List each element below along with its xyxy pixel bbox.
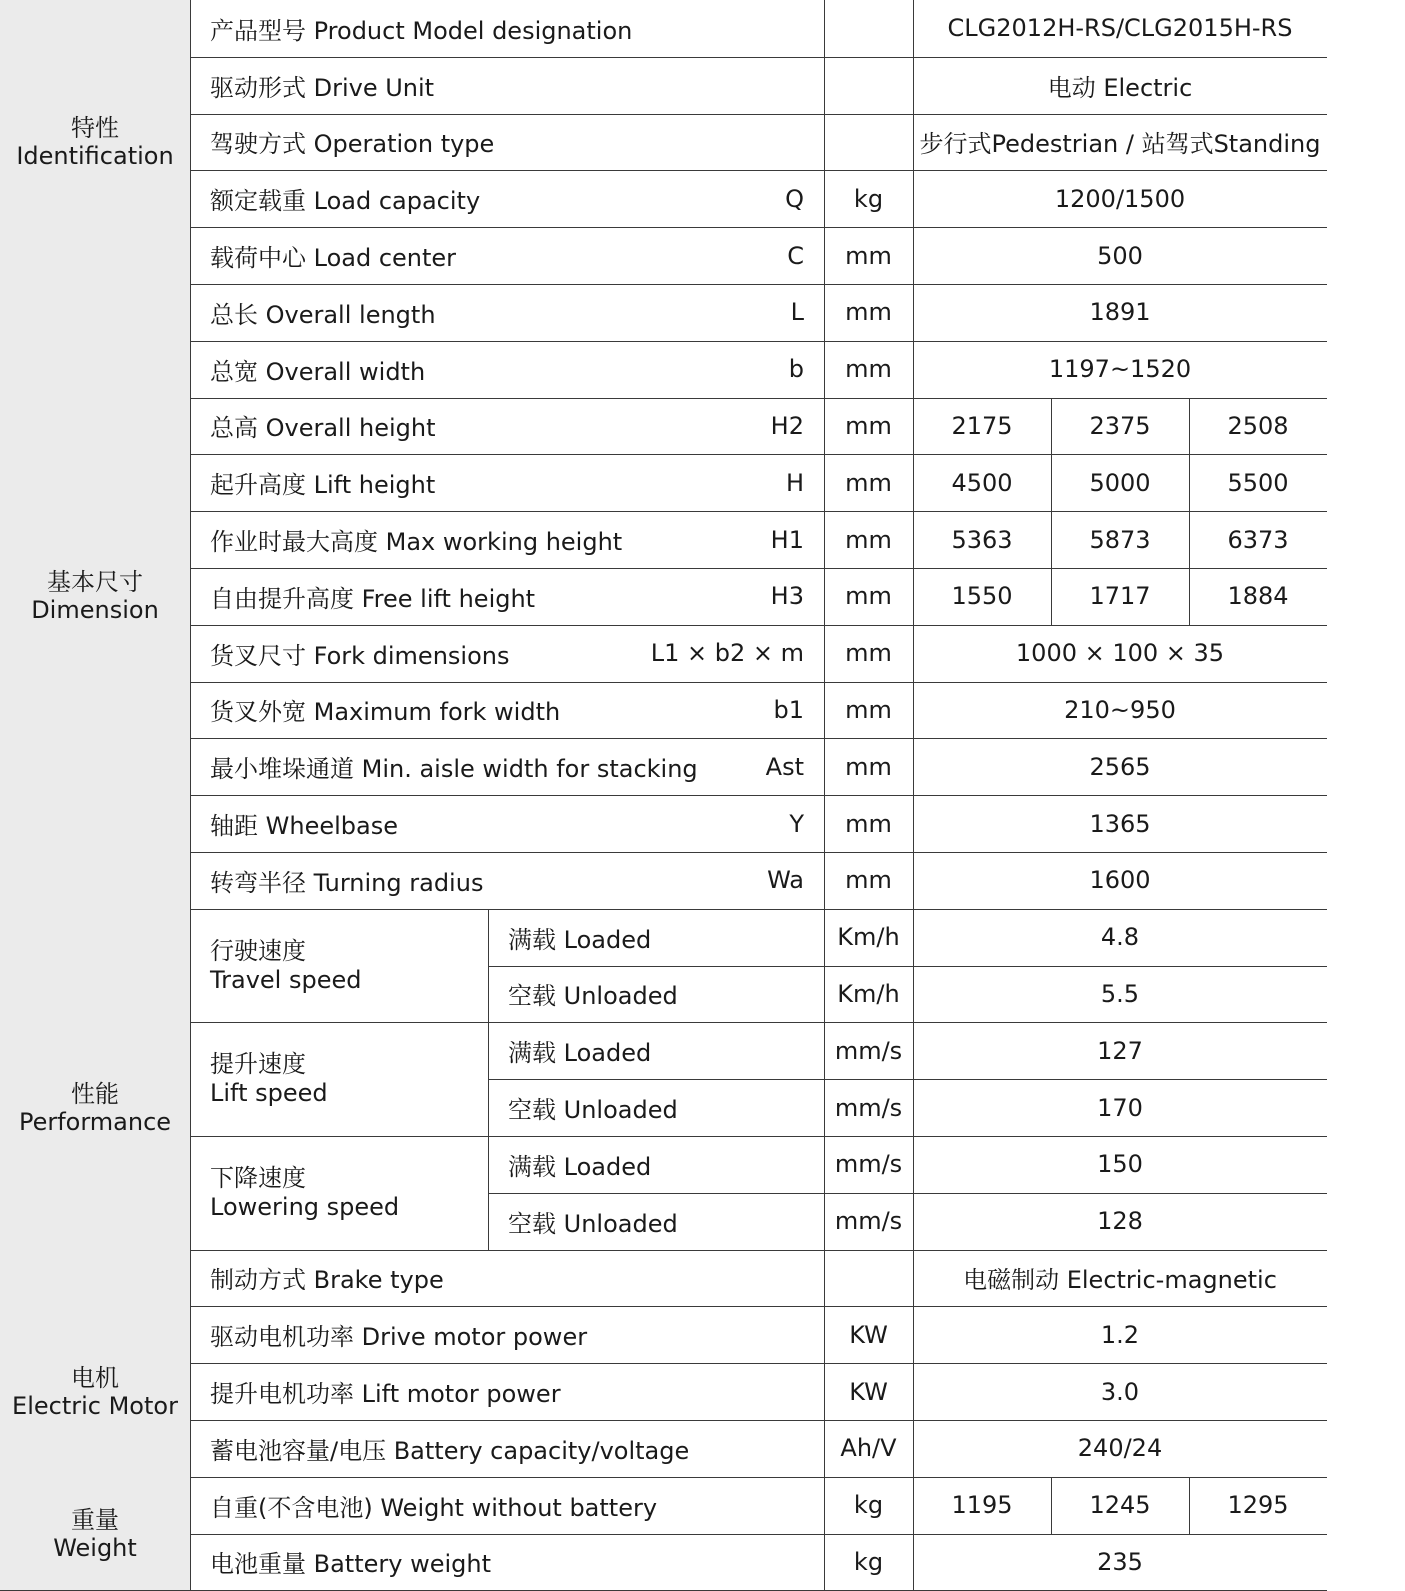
row-6-label: 总长 Overall length: [210, 300, 436, 329]
category-zh: 基本尺寸: [47, 568, 143, 597]
speed-group-3-sub-1-label: 满载 Loaded: [508, 1152, 652, 1181]
row-15-value: 1365: [1089, 809, 1151, 838]
column-divider: [824, 0, 825, 1590]
speed-group-1-sub-1-value: 4.8: [1100, 923, 1140, 952]
speed-group-1-sub-2-value: 5.5: [1100, 979, 1140, 1008]
row-10-symbol: H1: [770, 525, 804, 554]
tail-row-5-value-2: 1245: [1089, 1491, 1151, 1520]
column-divider: [1051, 398, 1052, 455]
speed-group-2-sub-2-value: 170: [1097, 1093, 1143, 1122]
group-zh: 提升速度: [210, 1050, 306, 1079]
row-8-value-1: 2175: [951, 411, 1013, 440]
row-11-value-1: 1550: [951, 582, 1013, 611]
row-9-unit: mm: [845, 468, 892, 497]
column-divider: [190, 0, 191, 1590]
row-11-value-2: 1717: [1089, 582, 1151, 611]
speed-group-2-sub-2-label: 空载 Unloaded: [508, 1096, 678, 1125]
tail-row-4-label: 蓄电池容量/电压 Battery capacity/voltage: [210, 1436, 690, 1465]
row-10-value-3: 6373: [1227, 525, 1289, 554]
category-en: Weight: [53, 1533, 137, 1562]
tail-row-2-value: 1.2: [1100, 1320, 1140, 1349]
column-divider: [1189, 454, 1190, 511]
row-13-symbol: b1: [773, 695, 804, 724]
row-11-value-3: 1884: [1227, 582, 1289, 611]
row-8-label: 总高 Overall height: [210, 414, 436, 443]
row-12-value: 1000 × 100 × 35: [1015, 639, 1225, 668]
column-divider: [1189, 568, 1190, 625]
tail-row-4-unit: Ah/V: [840, 1434, 897, 1463]
row-9-value-2: 5000: [1089, 468, 1151, 497]
category-performance: [0, 909, 190, 1307]
speed-group-3: [190, 1136, 488, 1250]
speed-group-3-sub-2-value: 128: [1097, 1207, 1143, 1236]
row-16-label: 转弯半径 Turning radius: [210, 868, 484, 897]
row-5-symbol: C: [787, 241, 804, 270]
tail-row-6-value: 235: [1097, 1547, 1143, 1576]
row-4-symbol: Q: [785, 184, 804, 213]
row-1-label: 产品型号 Product Model designation: [210, 16, 633, 45]
column-divider: [913, 0, 914, 1590]
row-2-label: 驱动形式 Drive Unit: [210, 73, 435, 102]
category-zh: 性能: [71, 1079, 119, 1108]
row-1-value: CLG2012H-RS/CLG2015H-RS: [947, 14, 1293, 43]
row-4-label: 额定载重 Load capacity: [210, 187, 481, 216]
column-divider: [1051, 568, 1052, 625]
row-13-label: 货叉外宽 Maximum fork width: [210, 698, 561, 727]
group-zh: 行驶速度: [210, 936, 306, 965]
row-10-label: 作业时最大高度 Max working height: [210, 528, 623, 557]
speed-group-1-sub-2-label: 空载 Unloaded: [508, 982, 678, 1011]
row-4-value: 1200/1500: [1054, 184, 1186, 213]
tail-row-3-value: 3.0: [1100, 1377, 1140, 1406]
row-9-value-1: 4500: [951, 468, 1013, 497]
row-8-value-2: 2375: [1089, 411, 1151, 440]
row-15-unit: mm: [845, 809, 892, 838]
category-electric-motor: [0, 1306, 190, 1476]
group-en: Lift speed: [210, 1079, 328, 1108]
group-en: Lowering speed: [210, 1192, 400, 1221]
tail-row-6-label: 电池重量 Battery weight: [210, 1550, 492, 1579]
row-12-label: 货叉尺寸 Fork dimensions: [210, 641, 510, 670]
row-3-unit: [824, 114, 913, 171]
tail-row-2-unit: KW: [849, 1320, 888, 1349]
row-2-unit: [824, 57, 913, 114]
row-5-value: 500: [1097, 241, 1143, 270]
row-11-symbol: H3: [770, 582, 804, 611]
row-12-unit: mm: [845, 639, 892, 668]
tail-row-4-value: 240/24: [1077, 1434, 1163, 1463]
row-6-symbol: L: [790, 298, 804, 327]
category-zh: 电机: [71, 1363, 119, 1392]
row-12-symbol: L1 × b2 × m: [650, 639, 804, 668]
speed-group-1-sub-1-label: 满载 Loaded: [508, 925, 652, 954]
tail-row-1-value: 电磁制动 Electric-magnetic: [963, 1266, 1277, 1295]
row-13-value: 210~950: [1064, 695, 1176, 724]
row-4-unit: kg: [853, 184, 884, 213]
row-7-label: 总宽 Overall width: [210, 357, 426, 386]
row-2-value: 电动 Electric: [1047, 73, 1193, 102]
category-dimension: [0, 284, 190, 909]
speed-group-2-sub-1-label: 满载 Loaded: [508, 1039, 652, 1068]
row-3-label: 驾驶方式 Operation type: [210, 130, 495, 159]
row-8-value-3: 2508: [1227, 411, 1289, 440]
tail-row-5-value-1: 1195: [951, 1491, 1013, 1520]
group-zh: 下降速度: [210, 1163, 306, 1192]
row-15-label: 轴距 Wheelbase: [210, 812, 398, 841]
speed-group-3-sub-1-value: 150: [1097, 1150, 1143, 1179]
category-zh: 特性: [71, 114, 119, 142]
row-14-value: 2565: [1089, 752, 1151, 781]
row-8-unit: mm: [845, 411, 892, 440]
row-11-unit: mm: [845, 582, 892, 611]
row-14-unit: mm: [845, 752, 892, 781]
speed-group-3-sub-2-unit: mm/s: [834, 1207, 903, 1236]
tail-row-5-value-3: 1295: [1227, 1491, 1289, 1520]
row-9-label: 起升高度 Lift height: [210, 471, 436, 500]
tail-row-1-unit: [824, 1250, 913, 1307]
tail-row-5-unit: kg: [853, 1491, 884, 1520]
speed-group-1-sub-2-unit: Km/h: [837, 979, 900, 1008]
row-10-unit: mm: [845, 525, 892, 554]
row-3-value: 步行式Pedestrian / 站驾式Standing: [919, 130, 1321, 159]
speed-group-1: [190, 909, 488, 1023]
speed-group-2-sub-2-unit: mm/s: [834, 1093, 903, 1122]
group-en: Travel speed: [210, 965, 362, 994]
row-15-symbol: Y: [789, 809, 804, 838]
row-7-value: 1197~1520: [1048, 355, 1192, 384]
row-6-value: 1891: [1089, 298, 1151, 327]
row-14-symbol: Ast: [765, 752, 804, 781]
row-10-value-2: 5873: [1089, 525, 1151, 554]
category-en: Identification: [16, 142, 174, 170]
row-11-label: 自由提升高度 Free lift height: [210, 584, 536, 613]
row-5-label: 载荷中心 Load center: [210, 244, 457, 273]
row-16-symbol: Wa: [767, 866, 804, 895]
category-en: Electric Motor: [12, 1391, 178, 1420]
tail-row-1-label: 制动方式 Brake type: [210, 1266, 444, 1295]
tail-row-6-unit: kg: [853, 1547, 884, 1576]
column-divider: [1189, 511, 1190, 568]
column-divider: [1189, 1477, 1190, 1534]
category-zh: 重量: [71, 1505, 119, 1534]
row-7-unit: mm: [845, 355, 892, 384]
row-9-symbol: H: [785, 468, 804, 497]
speed-group-3-sub-1-unit: mm/s: [834, 1150, 903, 1179]
tail-row-3-unit: KW: [849, 1377, 888, 1406]
column-divider: [1189, 398, 1190, 455]
tail-row-5-label: 自重(不含电池) Weight without battery: [210, 1493, 658, 1522]
row-8-symbol: H2: [770, 411, 804, 440]
row-10-value-1: 5363: [951, 525, 1013, 554]
speed-group-3-sub-2-label: 空载 Unloaded: [508, 1209, 678, 1238]
speed-group-1-sub-1-unit: Km/h: [837, 923, 900, 952]
row-5-unit: mm: [845, 241, 892, 270]
speed-group-2-sub-1-value: 127: [1097, 1036, 1143, 1065]
row-1-unit: [824, 0, 913, 57]
column-divider: [1051, 511, 1052, 568]
category-weight: [0, 1477, 190, 1591]
row-13-unit: mm: [845, 695, 892, 724]
tail-row-2-label: 驱动电机功率 Drive motor power: [210, 1323, 588, 1352]
category-identification: [0, 0, 190, 284]
row-16-value: 1600: [1089, 866, 1151, 895]
row-9-value-3: 5500: [1227, 468, 1289, 497]
speed-group-2: [190, 1022, 488, 1136]
row-14-label: 最小堆垛通道 Min. aisle width for stacking: [210, 755, 698, 784]
row-7-symbol: b: [788, 355, 804, 384]
column-divider: [1051, 1477, 1052, 1534]
category-en: Dimension: [31, 596, 159, 625]
category-en: Performance: [18, 1107, 172, 1136]
tail-row-3-label: 提升电机功率 Lift motor power: [210, 1380, 561, 1409]
row-6-unit: mm: [845, 298, 892, 327]
column-divider: [1051, 454, 1052, 511]
row-16-unit: mm: [845, 866, 892, 895]
speed-group-2-sub-1-unit: mm/s: [834, 1036, 903, 1065]
